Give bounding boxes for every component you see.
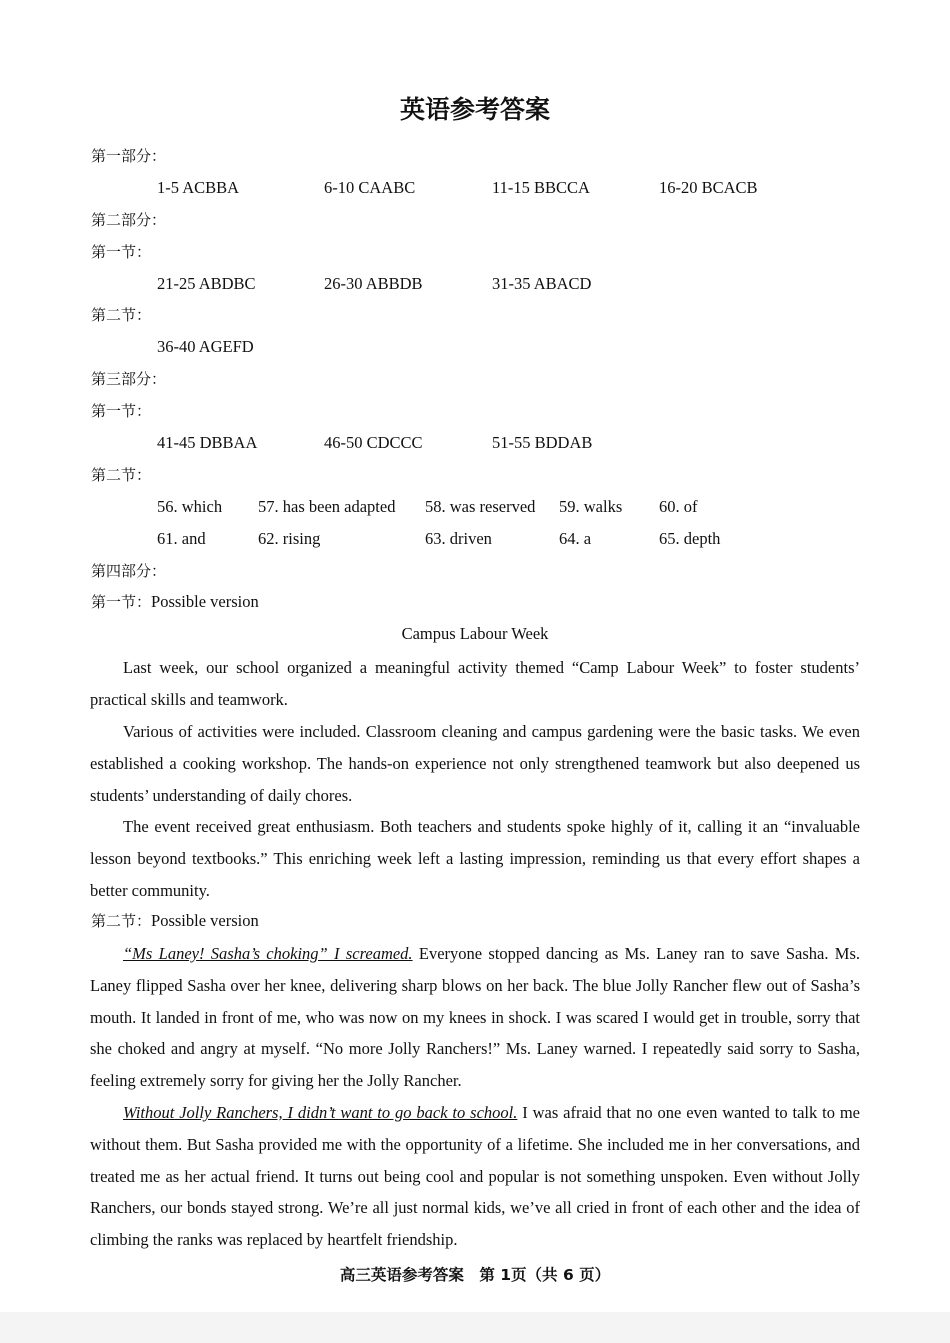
part2-section2-heading: 第二节： [91, 306, 152, 324]
story-paragraph-2 [90, 1097, 860, 1256]
part3-heading: 第三部分： [91, 370, 167, 388]
cloze-answer: 58. was reserved [425, 497, 536, 516]
answer-group: 36-40 AGEFD [157, 337, 254, 356]
answer-group: 31-35 ABACD [492, 274, 592, 293]
answer-group: 51-55 BDDAB [492, 433, 593, 452]
answer-group: 26-30 ABBDB [324, 274, 423, 293]
cloze-answer: 57. has been adapted [258, 497, 396, 516]
answer-group: 41-45 DBBAA [157, 433, 258, 452]
essay-title: Campus Labour Week [401, 624, 549, 643]
page-footer: 高三英语参考答案 第 1页（共 6 页） [339, 1266, 611, 1284]
part1-heading: 第一部分： [91, 147, 167, 165]
possible-version-label: Possible version [151, 592, 259, 611]
story-lead-sentence: “Ms Laney! Sasha’s choking” I screamed. [123, 944, 413, 963]
part4-heading: 第四部分： [91, 562, 167, 580]
part3-section2-heading: 第二节： [91, 466, 152, 484]
part4-section2-heading: 第二节： [91, 912, 152, 930]
cloze-answer: 63. driven [425, 529, 492, 548]
answer-group: 16-20 BCACB [659, 178, 758, 197]
cloze-answer: 61. and [157, 529, 206, 548]
story-paragraph-1 [90, 938, 860, 1097]
story-body: I was afraid that no one even wanted to talk to me without them. But Sasha provided me with the opportunity of a lifetime. She included me in her conversations, and treated me as her actual friend. It turns out being cool and popular is not something unspoken. Even without Jolly Ranchers, our bonds stayed strong. We’re all just normal kids, we’ve all cried in front of each other and the idea of climbing the ranks was replaced by heartfelt friendship. [90, 1103, 860, 1250]
essay-paragraph: Various of activities were included. Classroom cleaning and campus gardening were the basic tasks. We even established a cooking workshop. The hands-on experience not only strengthened teamwork but also deepened us students’ understanding of daily chores. [90, 722, 860, 805]
part4-section1-heading-line [91, 589, 259, 615]
page-title: 英语参考答案 [399, 95, 550, 124]
part2-heading: 第二部分： [91, 211, 167, 229]
part2-section1-heading: 第一节： [91, 243, 152, 261]
part4-section1-heading: 第一节： [91, 593, 152, 611]
cloze-answer: 56. which [157, 497, 223, 516]
answer-group: 46-50 CDCCC [324, 433, 423, 452]
cloze-answer: 60. of [659, 497, 698, 516]
cloze-answer: 64. a [559, 529, 592, 548]
cloze-answer: 59. walks [559, 497, 623, 516]
possible-version-label: Possible version [151, 911, 259, 930]
answer-group: 6-10 CAABC [324, 178, 416, 197]
cloze-answer: 62. rising [258, 529, 321, 548]
answer-group: 1-5 ACBBA [157, 178, 240, 197]
part3-section1-heading: 第一节： [91, 402, 152, 420]
answer-group: 11-15 BBCCA [492, 178, 590, 197]
answer-group: 21-25 ABDBC [157, 274, 256, 293]
story-lead-sentence: Without Jolly Ranchers, I didn’t want to go back to school. [123, 1103, 518, 1122]
essay-paragraph: The event received great enthusiasm. Both teachers and students spoke highly of it, calling it an “invaluable lesson beyond textbooks.” This enriching week left a lasting impression, reminding us that every effort shapes a better community. [90, 817, 860, 900]
cloze-answer: 65. depth [659, 529, 721, 548]
scan-bottom-edge [0, 1312, 950, 1343]
essay-paragraph: Last week, our school organized a meaningful activity themed “Camp Labour Week” to foster students’ practical skills and teamwork. [90, 658, 860, 709]
story-body: Everyone stopped dancing as Ms. Laney ran to save Sasha. Ms. Laney flipped Sasha over her knee, delivering sharp blows on her back. The blue Jolly Rancher flew out of Sasha’s mouth. It landed in front of me, who was now on my knees in shock. I was scared I would get in trouble, sorry that she choked and angry at myself. “No more Jolly Ranchers!” Ms. Laney warned. I repeatedly said sorry to Sasha, feeling extremely sorry for giving her the Jolly Rancher. [90, 944, 860, 1091]
part4-section2-heading-line [91, 908, 259, 934]
